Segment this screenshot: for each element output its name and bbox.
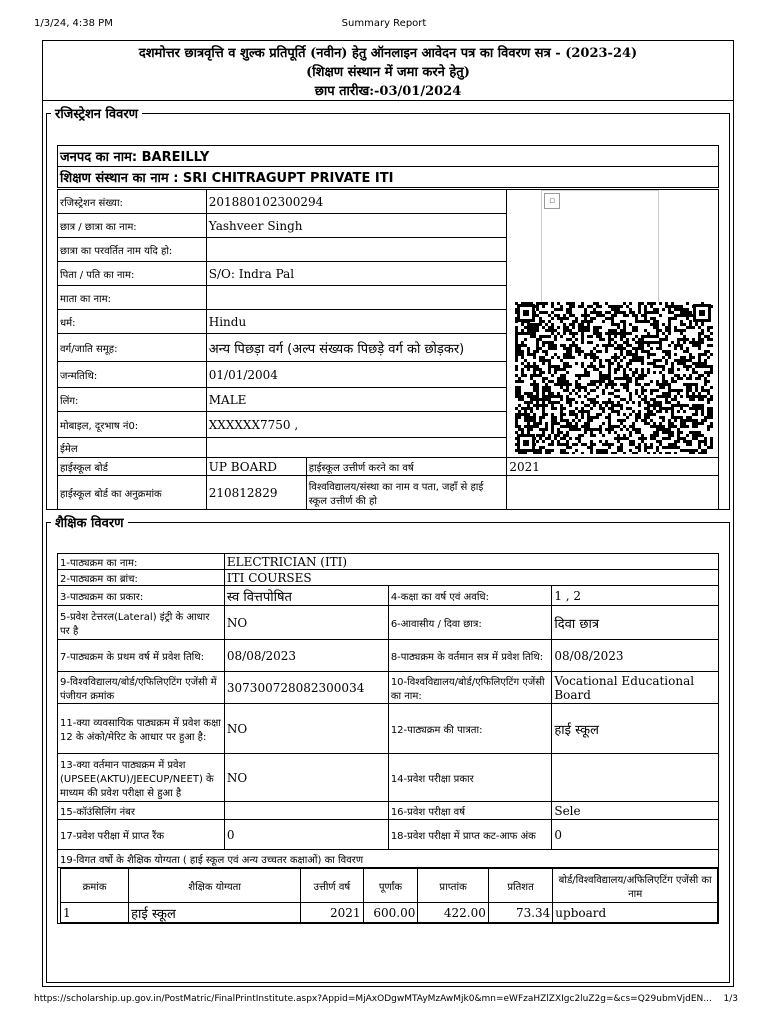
board-value: UP BOARD <box>206 458 306 476</box>
table-header-row <box>61 869 718 903</box>
field-label: पिता / पति का नाम: <box>58 262 207 286</box>
course-branch-value: ITI COURSES <box>224 570 718 586</box>
print-datetime: 1/3/24, 4:38 PM <box>34 18 113 29</box>
pass-year-value: 2021 <box>507 458 719 476</box>
education-field-value: हाई स्कूल <box>552 704 719 754</box>
education-legend: शैक्षिक विवरण <box>55 516 124 531</box>
education-field-value <box>552 754 719 802</box>
field-label: मोबाइल, दूरभाष नं0: <box>58 412 207 438</box>
course-branch-label: 2-पाठ्यक्रम का ब्रांच: <box>58 570 225 586</box>
education-section <box>46 513 730 983</box>
table-cell: upboard <box>553 903 718 923</box>
column-header: प्रतिशत <box>488 869 552 903</box>
education-field-label: 16-प्रवेश परीक्षा वर्ष <box>388 802 552 820</box>
field-value: MALE <box>206 388 507 412</box>
column-header: उत्तीर्ण वर्ष <box>301 869 363 903</box>
education-field-label: 18-प्रवेश परीक्षा में प्राप्त कट-आफ अंक <box>388 820 552 850</box>
education-field-label: 15-कॉउंसिलिंग नंबर <box>58 802 225 820</box>
education-field-label: 11-क्या व्यवसायिक पाठ्यक्रम में प्रवेश कक्षा 12 के अंको/मेरिट के आधार पर हुआ है: <box>58 704 225 754</box>
field-value: XXXXXX7750 , <box>206 412 507 438</box>
roll-number-value: 210812829 <box>206 476 306 510</box>
student-photo <box>541 190 659 304</box>
education-field-value: 1 , 2 <box>552 586 719 606</box>
report-title-line2: (शिक्षण संस्थान में जमा करने हेतु) <box>306 65 470 80</box>
table-cell: 600.00 <box>363 903 418 923</box>
education-field-label: 13-क्या वर्तमान पाठ्यक्रम में प्रवेश (UPSEE(AKTU)/JEECUP/NEET) के माध्यम की प्रवेश परीक्षा से हुआ है <box>58 754 225 802</box>
education-row <box>58 586 719 606</box>
field-label: धर्म: <box>58 310 207 334</box>
education-row <box>58 802 719 820</box>
report-print-date: छाप तारीख:-03/01/2024 <box>314 84 462 99</box>
field-label: छात्रा का परवर्तित नाम यदि हो: <box>58 238 207 262</box>
education-field-value: Vocational Educational Board <box>552 672 719 704</box>
education-row <box>58 606 719 640</box>
education-field-label: 3-पाठ्यक्रम का प्रकार: <box>58 586 225 606</box>
field-value <box>206 238 507 262</box>
education-field-label: 12-पाठ्यक्रम की पात्रता: <box>388 704 552 754</box>
education-row <box>58 672 719 704</box>
education-field-label: 7-पाठ्यक्रम के प्रथम वर्ष में प्रवेश तिथि: <box>58 640 225 672</box>
field-value: अन्य पिछड़ा वर्ग (अल्प संख्यक पिछड़े वर्ग को छोड़कर) <box>206 334 507 362</box>
education-field-value: NO <box>224 606 388 640</box>
registration-row <box>58 476 719 510</box>
table-cell: 422.00 <box>418 903 488 923</box>
field-label: माता का नाम: <box>58 286 207 310</box>
university-value <box>507 476 719 510</box>
report-title <box>43 41 733 101</box>
education-field-value: 307300728082300034 <box>224 672 388 704</box>
education-field-value: 08/08/2023 <box>552 640 719 672</box>
column-header: पूर्णांक <box>363 869 418 903</box>
field-label: छात्र / छात्रा का नाम: <box>58 214 207 238</box>
education-field-value: 08/08/2023 <box>224 640 388 672</box>
education-field-label: 4-कक्षा का वर्ष एवं अवधि: <box>388 586 552 606</box>
course-name-label: 1-पाठ्यक्रम का नाम: <box>58 554 225 570</box>
education-field-label: 17-प्रवेश परीक्षा में प्राप्त रैंक <box>58 820 225 850</box>
education-field-label: 14-प्रवेश परीक्षा प्रकार <box>388 754 552 802</box>
print-page-number: 1/3 <box>723 994 738 1004</box>
registration-header-table <box>57 145 719 188</box>
registration-row <box>58 458 719 476</box>
education-field-value: 0 <box>552 820 719 850</box>
field-value: 201880102300294 <box>206 190 507 214</box>
table-cell: 2021 <box>301 903 363 923</box>
education-field-value: स्व वित्तपोषित <box>224 586 388 606</box>
education-row <box>58 640 719 672</box>
education-field-value: NO <box>224 704 388 754</box>
field-value <box>206 286 507 310</box>
education-field-value: 0 <box>224 820 388 850</box>
print-page-title: Summary Report <box>341 18 427 29</box>
field-value: 01/01/2004 <box>206 362 507 388</box>
education-field-value: Sele <box>552 802 719 820</box>
previous-qualification-cell <box>58 868 719 924</box>
report-container <box>42 40 734 987</box>
education-row <box>58 820 719 850</box>
previous-qualification-title: 19-विगत वर्षो के शैक्षिक योग्यता ( हाई स्कूल एवं अन्य उच्चतर कक्षाओं) का विवरण <box>58 850 719 868</box>
roll-number-label: हाईस्कूल बोर्ड का अनुक्रमांक <box>58 476 207 510</box>
education-field-label: 9-विश्वविद्यालय/बोर्ड/एफिलिएटिंग एजेंसी में पंजीयन क्रमांक <box>58 672 225 704</box>
field-label: जन्मतिथि: <box>58 362 207 388</box>
registration-legend: रजिस्ट्रेशन विवरण <box>55 107 139 122</box>
education-field-value: NO <box>224 754 388 802</box>
column-header: शैक्षिक योग्यता <box>129 869 301 903</box>
registration-section <box>46 104 730 510</box>
previous-qualification-table <box>60 868 718 923</box>
field-label: वर्ग/जाति समूह: <box>58 334 207 362</box>
pass-year-label: हाईस्कूल उत्तीर्ण करने का वर्ष <box>306 458 507 476</box>
table-cell: 1 <box>61 903 129 923</box>
field-label: लिंग: <box>58 388 207 412</box>
field-value: Hindu <box>206 310 507 334</box>
education-row <box>58 754 719 802</box>
field-value: Yashveer Singh <box>206 214 507 238</box>
institute-name: शिक्षण संस्थान का नाम : SRI CHITRAGUPT PRIVATE ITI <box>58 167 719 188</box>
education-field-label: 5-प्रवेश टेत्तरल(Lateral) इंट्री के आधार पर है <box>58 606 225 640</box>
field-value <box>206 438 507 458</box>
education-field-label: 6-आवासीय / दिवा छात्र: <box>388 606 552 640</box>
board-label: हाईस्कूल बोर्ड <box>58 458 207 476</box>
education-row <box>58 704 719 754</box>
column-header: बोर्ड/विश्वविद्यालय/अफिलिएटिंग एजेंसी का नाम <box>553 869 718 903</box>
qr-code <box>515 302 713 454</box>
district-name: जनपद का नाम: BAREILLY <box>58 146 719 167</box>
course-name-value: ELECTRICIAN (ITI) <box>224 554 718 570</box>
education-field-value <box>224 802 388 820</box>
education-field-label: 10-विश्वविद्यालय/बोर्ड/एफिलिएटिंग एजेंसी का नाम: <box>388 672 552 704</box>
education-row <box>58 868 719 924</box>
print-url: https://scholarship.up.gov.in/PostMatric/FinalPrintInstitute.aspx?Appid=MjAxODgwMTAyMzAwMjk0&mn=eWFzaHZlZXIgc2luZ2g=&cs=Q29ubmVjdEN... <box>34 994 712 1004</box>
education-field-value: दिवा छात्र <box>552 606 719 640</box>
education-row <box>58 850 719 868</box>
education-field-label: 8-पाठ्यक्रम के वर्तमान सत्र में प्रवेश तिथि: <box>388 640 552 672</box>
field-label: रजिस्ट्रेशन संख्या: <box>58 190 207 214</box>
field-value: S/O: Indra Pal <box>206 262 507 286</box>
report-title-line1: दशमोत्तर छात्रवृत्ति व शुल्क प्रतिपूर्ति (नवीन) हेतु ऑनलाइन आवेदन पत्र का विवरण सत्र - (2023-24) <box>138 46 638 61</box>
education-table <box>57 553 719 924</box>
column-header: प्राप्तांक <box>418 869 488 903</box>
column-header: क्रमांक <box>61 869 129 903</box>
table-cell: 73.34 <box>488 903 552 923</box>
table-cell: हाई स्कूल <box>129 903 301 923</box>
table-row <box>61 903 718 923</box>
university-label: विश्वविद्यालय/संस्था का नाम व पता, जहाँ से हाई स्कूल उत्तीर्ण की हो <box>306 476 507 510</box>
broken-image-icon: ▫ <box>544 193 560 209</box>
field-label: ईमेल <box>58 438 207 458</box>
